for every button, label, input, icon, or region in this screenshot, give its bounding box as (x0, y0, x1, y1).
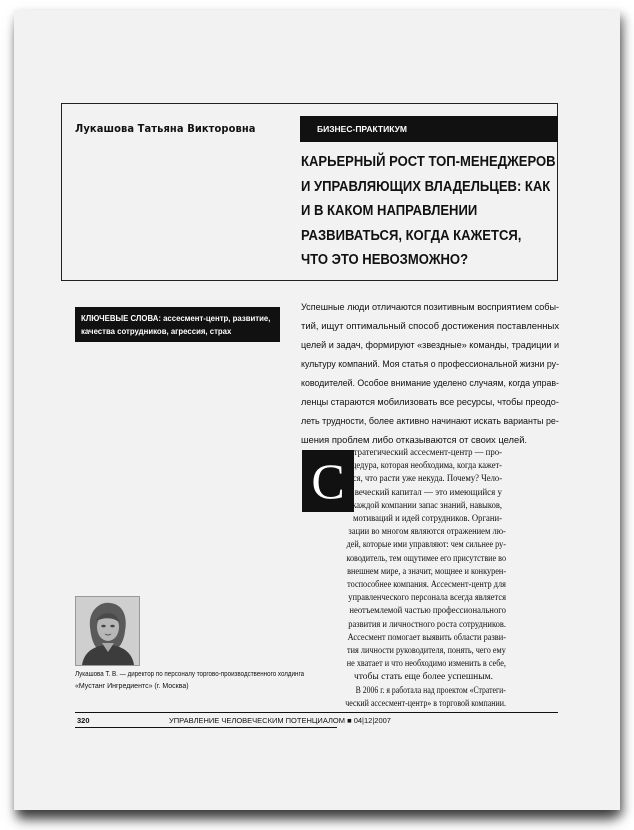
lead-paragraph (301, 297, 559, 449)
body-line: тоспособнее компания. Ассесмент-центр для (347, 580, 506, 591)
title-line: ЧТО ЭТО НЕВОЗМОЖНО? (301, 252, 469, 268)
title-line: РАЗВИВАТЬСЯ, КОГДА КАЖЕТСЯ, (301, 227, 522, 244)
keywords-box (75, 307, 280, 342)
article-title (301, 150, 556, 273)
body-line: развития и личностного роста сотрудников. (348, 619, 507, 630)
body-line: неотъемлемой частью профессионального (349, 606, 506, 617)
lead-line: леть трудности, более активно начинают искать варианты ре- (301, 415, 559, 426)
body-line: не хватает и что необходимо изменить в себе, (346, 659, 506, 670)
body-line: Ассесмент помогает выявить области разви- (347, 632, 506, 643)
body-line: мотиваций и идей сотрудников. Органи- (353, 514, 503, 525)
lead-line: ководителей. Особое внимание уделено случаям, когда управ- (301, 377, 559, 388)
lead-line: тий, ищут оптимальный способ достижения поставленных (301, 320, 560, 331)
body-line: ся, что расти уже некуда. Почему? Чело- (352, 474, 503, 485)
body-line: чтобы стать еще более успешным. (354, 672, 494, 683)
body-line: веческий капитал — это имеющийся у (354, 487, 502, 498)
section-rubric: БИЗНЕС-ПРАКТИКУМ (300, 116, 558, 142)
lead-line: шения проблем либо отказываются от своих целей. (301, 434, 528, 445)
caption-line: Лукашова Т. В. — директор по персоналу торгово-производственного холдинга (75, 671, 305, 678)
body-line: цедура, которая необходима, когда кажет- (351, 461, 502, 472)
body-line: ководитель, тем ощутимее его присутствие во (346, 553, 507, 564)
caption-line: «Мустанг Ингредиентс» (г. Москва) (75, 683, 189, 690)
lead-line: целей и задач, формируют «звездные» команды, традиции и (301, 339, 560, 350)
body-line: дей, которые ими управляют: чем сильнее ру- (346, 540, 506, 551)
title-line: И УПРАВЛЯЮЩИХ ВЛАДЕЛЬЦЕВ: КАК (301, 178, 551, 195)
journal-name: УПРАВЛЕНИЕ ЧЕЛОВЕЧЕСКИМ ПОТЕНЦИАЛОМ ■ 04|12|2007 (169, 716, 391, 725)
lead-line: Успешные люди отличаются позитивным восприятием собы- (301, 301, 560, 312)
lead-line: ленцы стараются мобилизовать все ресурсы, чтобы преодо- (301, 396, 559, 407)
author-portrait-image (76, 597, 139, 665)
author-name: Лукашова Татьяна Викторовна (75, 122, 256, 135)
body-line: зации во многом являются отражением лю- (348, 527, 506, 538)
body-line: тия личности руководителя, понять, чего ему (347, 646, 506, 657)
body-line: управленческого персонала всегда является (348, 593, 506, 604)
title-line: И В КАКОМ НАПРАВЛЕНИИ (301, 203, 478, 219)
lead-line: культуру компаний. Моя статья о профессиональной жизни ру- (301, 358, 560, 369)
body-line: В 2006 г. я работала над проектом «Стратеги- (355, 685, 506, 696)
page-footer (75, 714, 391, 728)
keywords-line: КЛЮЧЕВЫЕ СЛОВА: ассесмент-центр, развитие, (81, 314, 271, 323)
body-line: тратегический ассесмент-центр — про- (353, 448, 503, 458)
body-line: каждой компании запас знаний, навыков, (352, 500, 503, 511)
article-body (301, 447, 559, 711)
keywords-line: качества сотрудников, агрессия, страх (81, 327, 232, 336)
body-line: внешнем мире, а значит, мощнее и конкурен- (347, 566, 507, 577)
body-line: ческий ассесмент-центр» в торговой компании. (345, 698, 507, 709)
author-photo (75, 596, 140, 666)
footer-rule (75, 712, 558, 713)
page-number: 320 (77, 716, 90, 725)
title-line: КАРЬЕРНЫЙ РОСТ ТОП-МЕНЕДЖЕРОВ (301, 154, 556, 170)
drop-cap: С (302, 450, 354, 512)
photo-caption (75, 669, 305, 693)
